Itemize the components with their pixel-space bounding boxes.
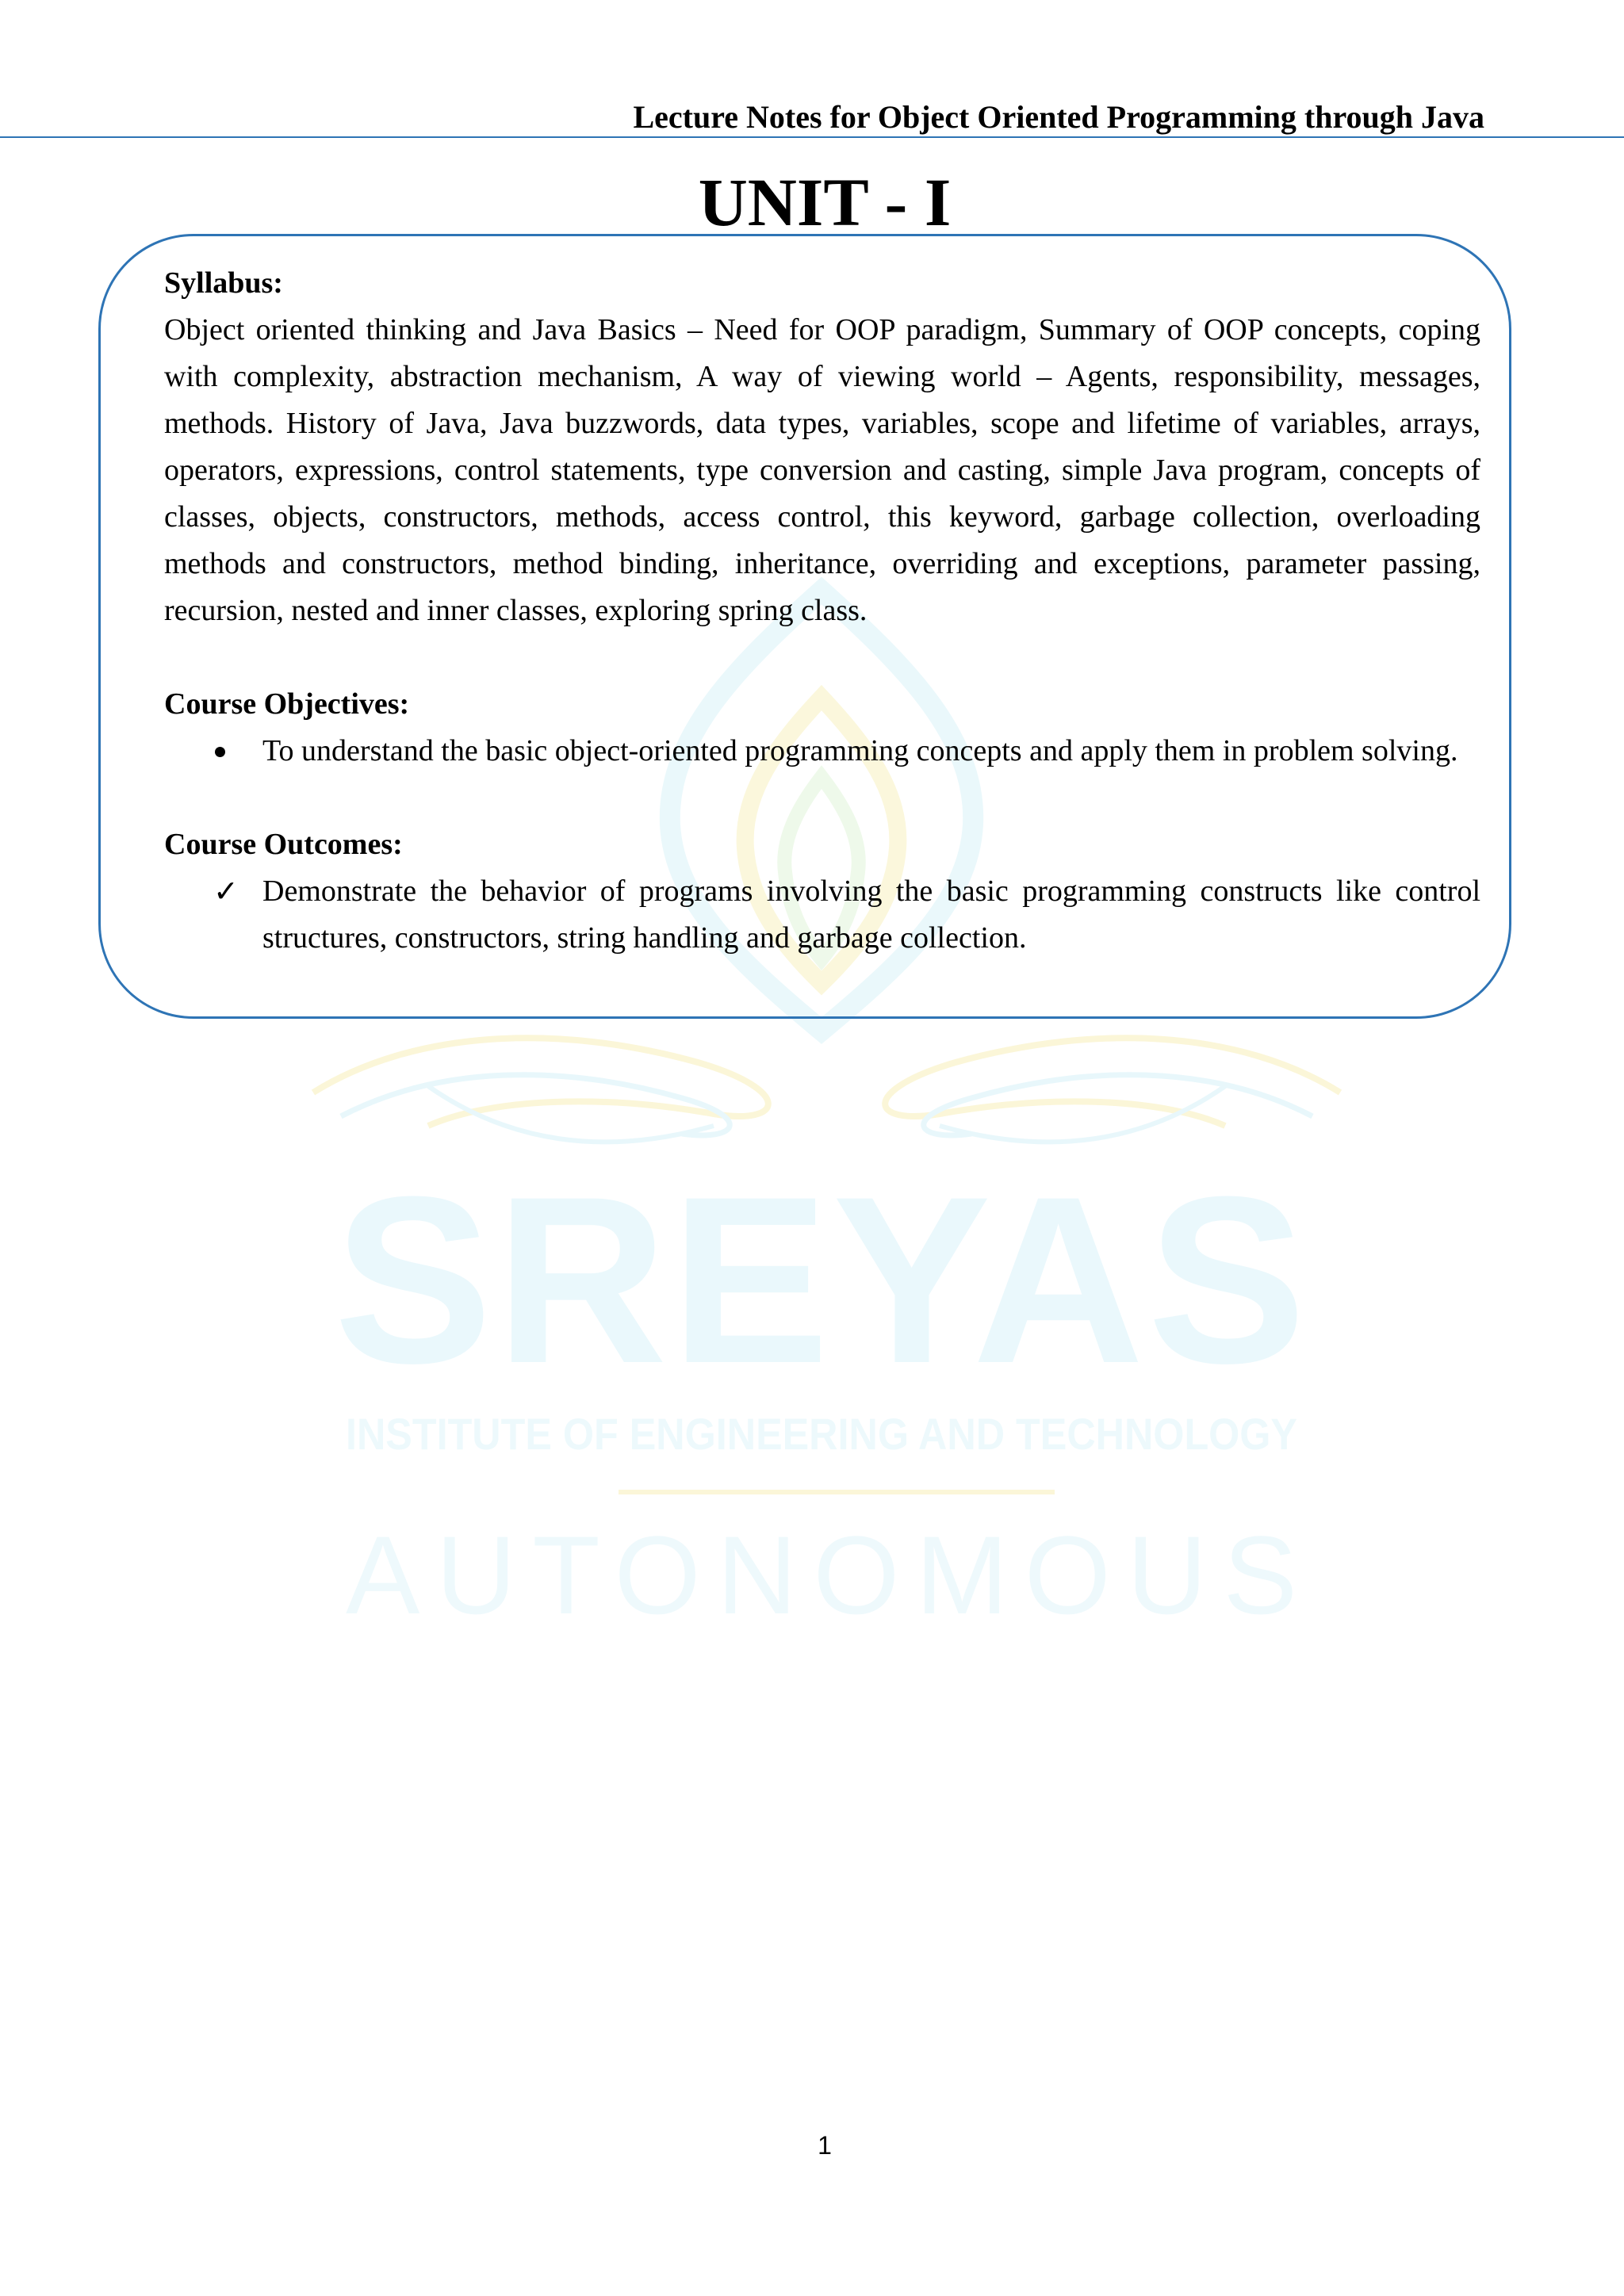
- spacer: [164, 634, 1480, 681]
- objective-item: [164, 728, 1480, 775]
- checkmark-icon: ✓: [213, 874, 239, 909]
- watermark-institute-text: INSTITUTE OF ENGINEERING AND TECHNOLOGY: [346, 1409, 1297, 1459]
- syllabus-text: Object oriented thinking and Java Basics – Need for OOP paradigm, Summary of OOP concepts, coping with complexity, abstraction mechanism, A way of viewing world – Agents, responsibility, messages, methods. History of Java, Java buzzwords, data types, variables, scope and lifetime of variables, arrays, operators, expressions, control statements, type conversion and casting, simple Java program, concepts of classes, objects, constructors, methods, access control, this keyword, garbage collection, overloading methods and constructors, method binding, inheritance, overriding and exceptions, parameter passing, recursion, nested and inner classes, exploring spring class.: [164, 313, 1480, 627]
- outcome-item: [164, 868, 1480, 962]
- course-outcomes-heading: Course Outcomes:: [164, 828, 403, 861]
- watermark-autonomous-text: AUTONOMOUS: [346, 1513, 1297, 1637]
- unit-title: UNIT - I: [698, 164, 952, 240]
- bullet-icon: [215, 747, 225, 757]
- syllabus-box: [98, 234, 1511, 1019]
- objective-text: To understand the basic object-oriented programming concepts and apply them in problem solving.: [262, 734, 1458, 767]
- header-rule: [0, 136, 1624, 138]
- course-objectives-heading: Course Objectives:: [164, 687, 410, 721]
- running-header: Lecture Notes for Object Oriented Programming through Java: [633, 99, 1484, 135]
- watermark-sreyas-text: SREYAS: [333, 1146, 1310, 1413]
- outcome-text: Demonstrate the behavior of programs involving the basic programming constructs like control structures, constructors, string handling and garbage collection.: [262, 874, 1480, 955]
- spacer: [164, 775, 1480, 821]
- page-number: 1: [818, 2131, 832, 2160]
- syllabus-heading: Syllabus:: [164, 266, 283, 300]
